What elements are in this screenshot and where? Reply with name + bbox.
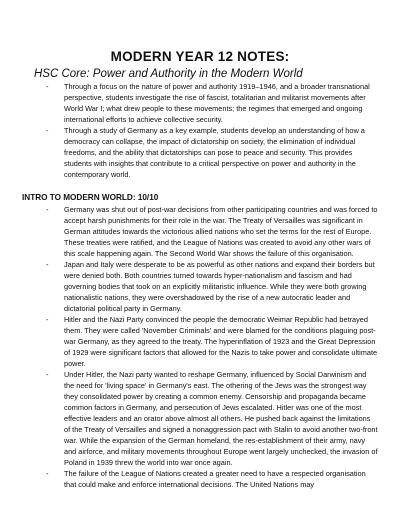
list-item: - Through a study of Germany as a key example, students develop an understanding of how a democracy can collapse, the impact of dictatorship on society, the elimination of individual freedoms, and the ability that dictatorships can pose to peace and security. This provides students with insights that contribute to a critical perspective on power and authority in the contemporary world. xyxy=(22,125,378,180)
list-item: - The failure of the League of Nations created a greater need to have a respected organisation that could make and enforce international decisions. The United Nations may xyxy=(22,468,378,490)
list-item: - Through a focus on the nature of power and authority 1919–1946, and a broader transnational perspective, students investigate the rise of fascist, totalitarian and militarist movements after World War I; what drew people to these movements; the regimes that emerged and ongoing international efforts to achieve collective security. xyxy=(22,81,378,125)
section-list xyxy=(22,204,378,490)
section-heading: INTRO TO MODERN WORLD: 10/10 xyxy=(22,193,159,202)
list-item: - Germany was shut out of post-war decisions from other participating countries and was forced to accept harsh punishments for their role in the war. The Treaty of Versailles was significant in German attitudes towards the victorious allied nations who set the terms for the rest of Europe. These treaties were ratified, and the League of Nations was created to avoid any other wars of this scale happening again. The Second World War shows the failure of this organisation. xyxy=(22,204,378,259)
list-item: - Under Hitler, the Nazi party wanted to reshape Germany, influenced by Social Darwinism and the need for 'living space' in Germany's east. The othering of the Jews was the strongest way they consolidated power by creating a common enemy. Censorship and propaganda became common factors in Germany, and persecution of Jews escalated. Hitler was one of the most effective leaders and an orator above almost all others. He pushed back against the limitations of the Treaty of Versailles and signed a nonaggression pact with Stalin to avoid another two-front war. While the expansion of the German homeland, the res-establishment of their army, navy and airforce, and military movements throughout Europe went largely unchecked, the invasion of Poland in 1939 threw the world into war once again. xyxy=(22,369,378,468)
document-subtitle: HSC Core: Power and Authority in the Modern World xyxy=(34,68,303,80)
intro-list xyxy=(22,81,378,180)
document-title: MODERN YEAR 12 NOTES: xyxy=(110,49,290,64)
list-item: - Hitler and the Nazi Party convinced the people the democratic Weimar Republic had betrayed them. They were called 'November Criminals' and were blamed for the conditions plaguing post-war Germany, as they agreed to the treaty. The hyperinflation of 1923 and the Great Depression of 1929 were significant factors that allowed for the Nazis to take power and consolidate ultimate power. xyxy=(22,314,378,369)
list-item: - Japan and Italy were desperate to be as powerful as other nations and expand their borders but were denied both. Both countries turned towards hyper-nationalism and fascism and had governing bodies that took on an explicitly militaristic influence. While they were both growing nationalistic nations, they were overshadowed by the rise of a new autocratic leader and dictatorial political party in Germany. xyxy=(22,259,378,314)
